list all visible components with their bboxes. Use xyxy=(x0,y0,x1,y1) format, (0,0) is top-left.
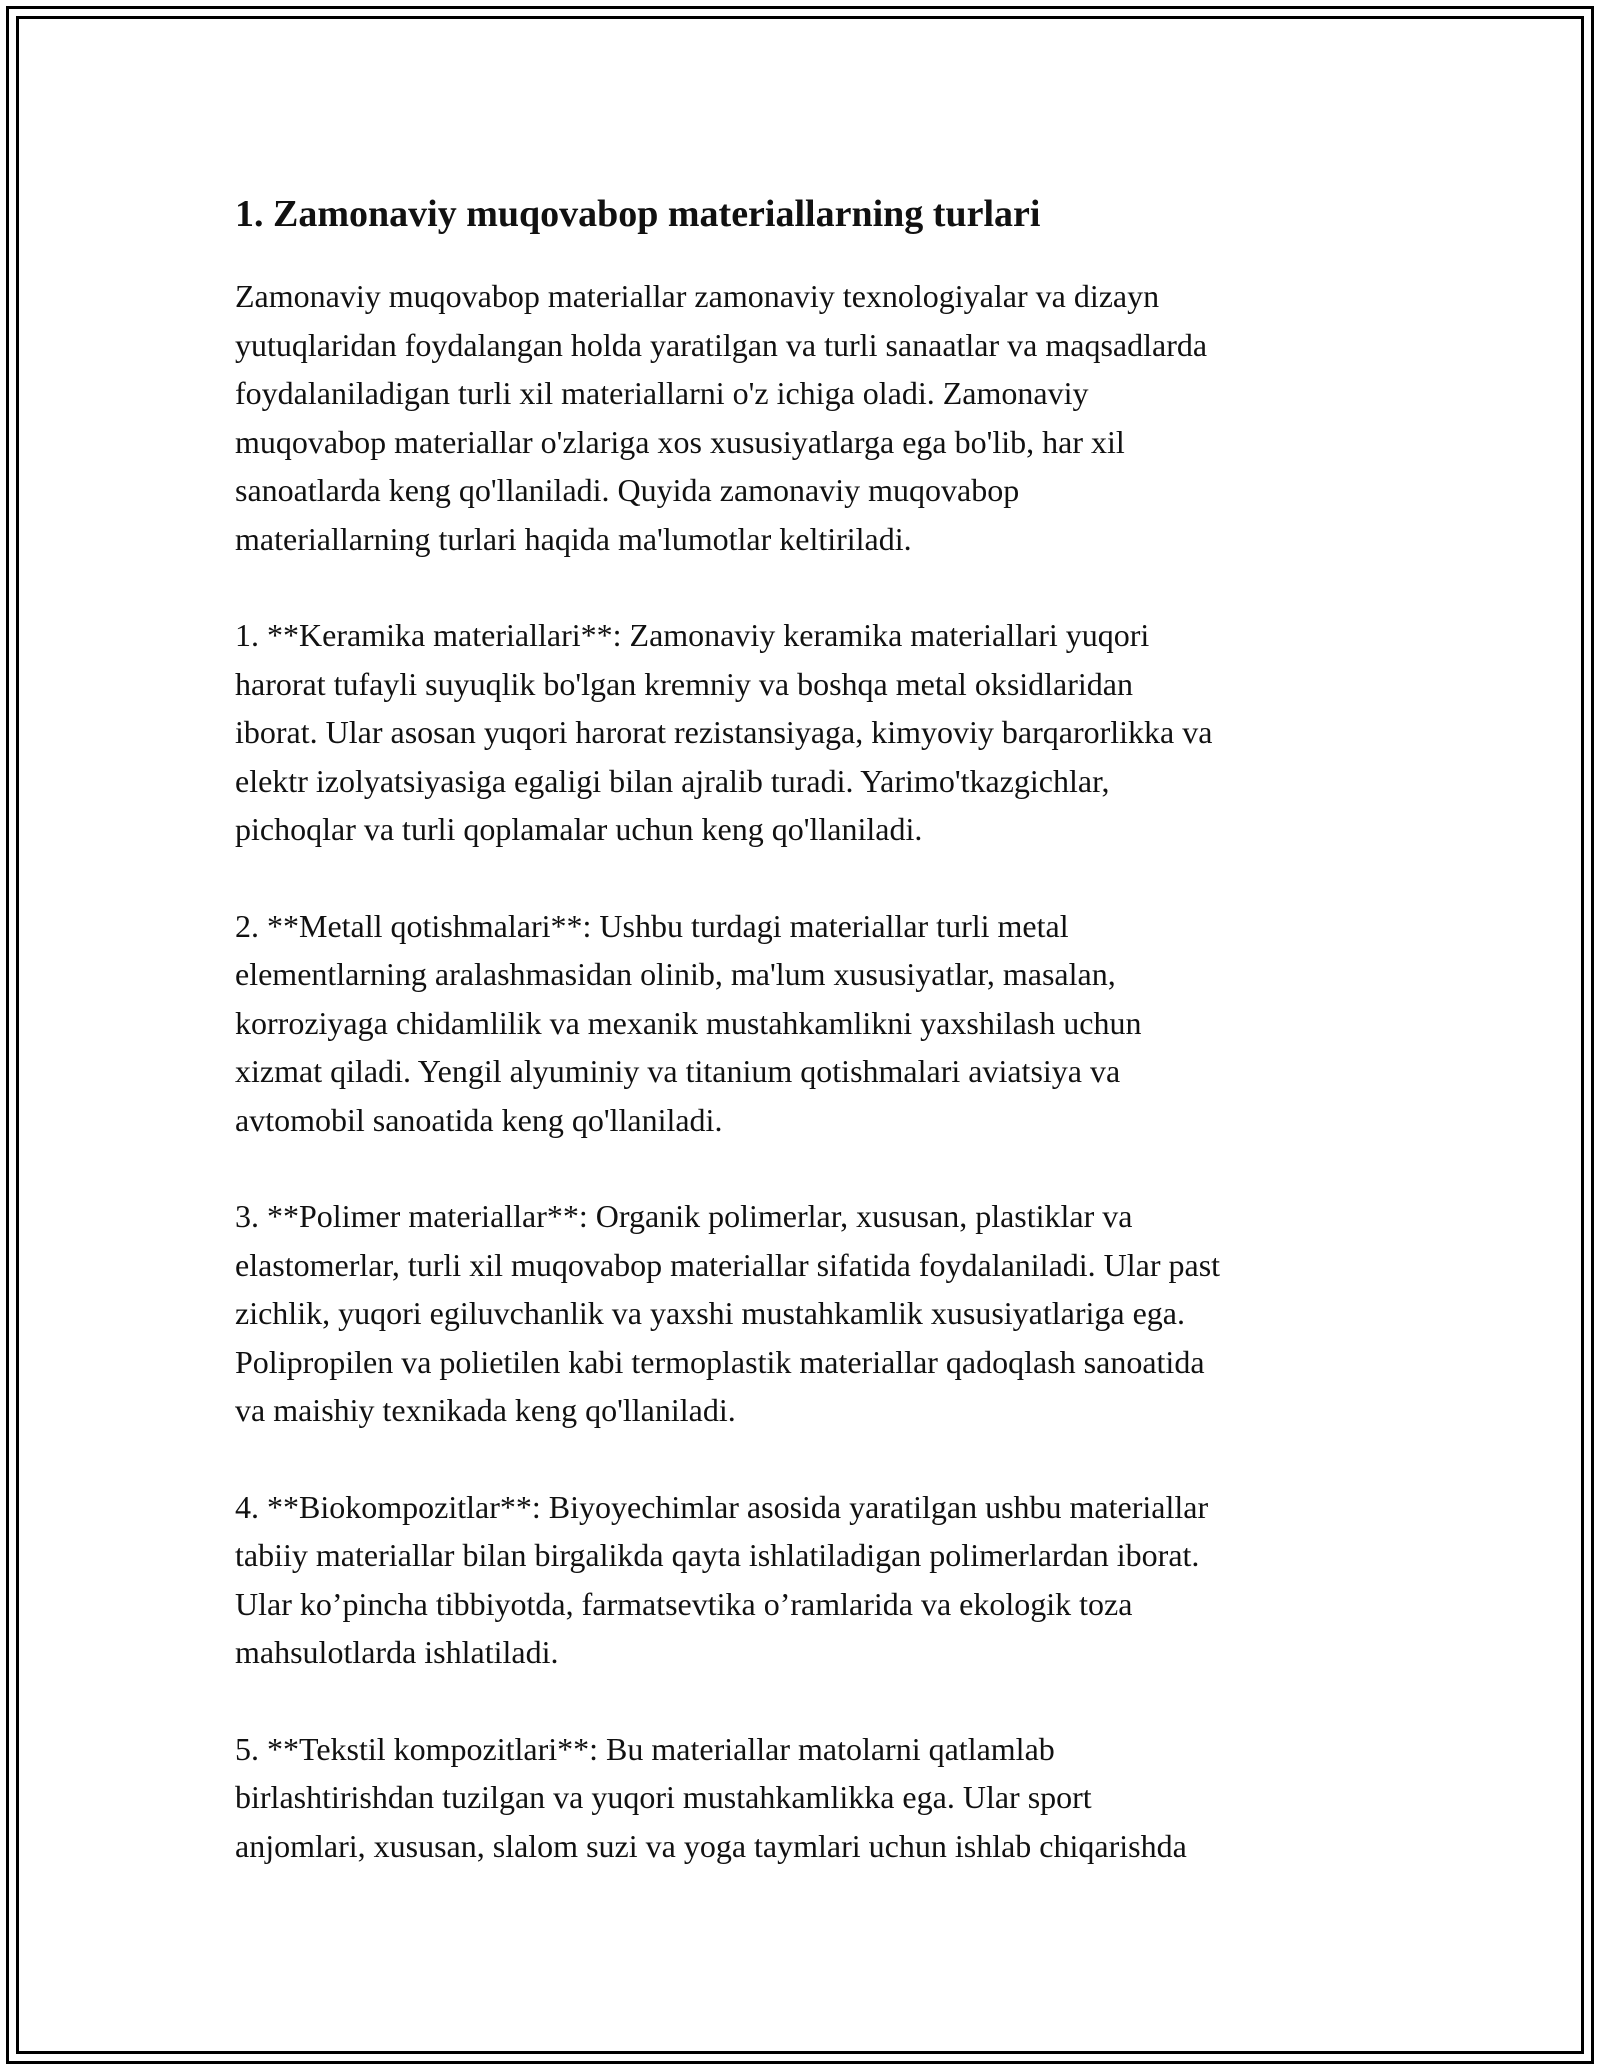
text-line: muqovabop materiallar o'zlariga xos xususiyatlarga ega bo'lib, har xil xyxy=(235,423,1125,460)
document-title: 1. Zamonaviy muqovabop materiallarning turlari xyxy=(235,193,1041,235)
text-line: anjomlari, xususan, slalom suzi va yoga taymlari uchun ishlab chiqarishda xyxy=(235,1827,1187,1864)
text-line: mahsulotlarda ishlatiladi. xyxy=(235,1634,559,1670)
text-line: va maishiy texnikada keng qo'llaniladi. xyxy=(235,1392,736,1428)
text-line: 3. **Polimer materiallar**: Organik polimerlar, xususan, plastiklar va xyxy=(235,1198,1133,1234)
text-line: korroziyaga chidamlilik va mexanik mustahkamlikni yaxshilash uchun xyxy=(235,1004,1142,1041)
text-line: 1. **Keramika materiallari**: Zamonaviy keramika materiallari yuqori xyxy=(235,617,1150,653)
text-line: zichlik, yuqori egiluvchanlik va yaxshi mustahkamlik xususiyatlariga ega. xyxy=(235,1295,1185,1331)
text-line: elektr izolyatsiyasiga egaligi bilan ajralib turadi. Yarimo'tkazgichlar, xyxy=(235,762,1110,799)
text-line: pichoqlar va turli qoplamalar uchun keng qo'llaniladi. xyxy=(235,811,923,847)
text-line: materiallarning turlari haqida ma'lumotlar keltiriladi. xyxy=(235,520,912,557)
text-line: harorat tufayli suyuqlik bo'lgan kremniy va boshqa metal oksidlaridan xyxy=(235,665,1133,702)
text-line: elastomerlar, turli xil muqovabop materiallar sifatida foydalaniladi. Ular past xyxy=(235,1246,1221,1283)
text-line: tabiiy materiallar bilan birgalikda qayta ishlatiladigan polimerlardan iborat. xyxy=(235,1537,1200,1573)
text-line: Zamonaviy muqovabop materiallar zamonaviy texnologiyalar va dizayn xyxy=(235,278,1160,314)
text-line: xizmat qiladi. Yengil alyuminiy va titanium qotishmalari aviatsiya va xyxy=(235,1053,1121,1089)
list-item-paragraph xyxy=(235,611,1375,854)
text-line: yutuqlaridan foydalangan holda yaratilgan va turli sanaatlar va maqsadlarda xyxy=(235,326,1208,363)
list-item-paragraph xyxy=(235,902,1375,1145)
text-line: Polipropilen va polietilen kabi termoplastik materiallar qadoqlash sanoatida xyxy=(235,1343,1205,1380)
text-line: iborat. Ular asosan yuqori harorat rezistansiyaga, kimyoviy barqarorlikka va xyxy=(235,714,1213,750)
text-line: foydalaniladigan turli xil materiallarni o'z ichiga oladi. Zamonaviy xyxy=(235,375,1089,411)
text-line: 5. **Tekstil kompozitlari**: Bu materiallar matolarni qatlamlab xyxy=(235,1730,1055,1767)
text-line: avtomobil sanoatida keng qo'llaniladi. xyxy=(235,1101,723,1138)
text-line: sanoatlarda keng qo'llaniladi. Quyida zamonaviy muqovabop xyxy=(235,472,1020,508)
paragraph-list xyxy=(235,272,1375,1870)
list-item-paragraph xyxy=(235,1483,1375,1677)
intro-paragraph xyxy=(235,272,1375,563)
document-body xyxy=(235,186,1375,1870)
list-item-paragraph xyxy=(235,1725,1375,1871)
text-line: 2. **Metall qotishmalari**: Ushbu turdagi materiallar turli metal xyxy=(235,907,1069,944)
text-line: birlashtirishdan tuzilgan va yuqori mustahkamlikka ega. Ular sport xyxy=(235,1779,1092,1815)
text-line: elementlarning aralashmasidan olinib, ma'lum xususiyatlar, masalan, xyxy=(235,956,1116,992)
list-item-paragraph xyxy=(235,1192,1375,1435)
text-line: Ular ko’pincha tibbiyotda, farmatsevtika o’ramlarida va ekologik toza xyxy=(235,1585,1133,1622)
text-line: 4. **Biokompozitlar**: Biyoyechimlar asosida yaratilgan ushbu materiallar xyxy=(235,1488,1209,1525)
